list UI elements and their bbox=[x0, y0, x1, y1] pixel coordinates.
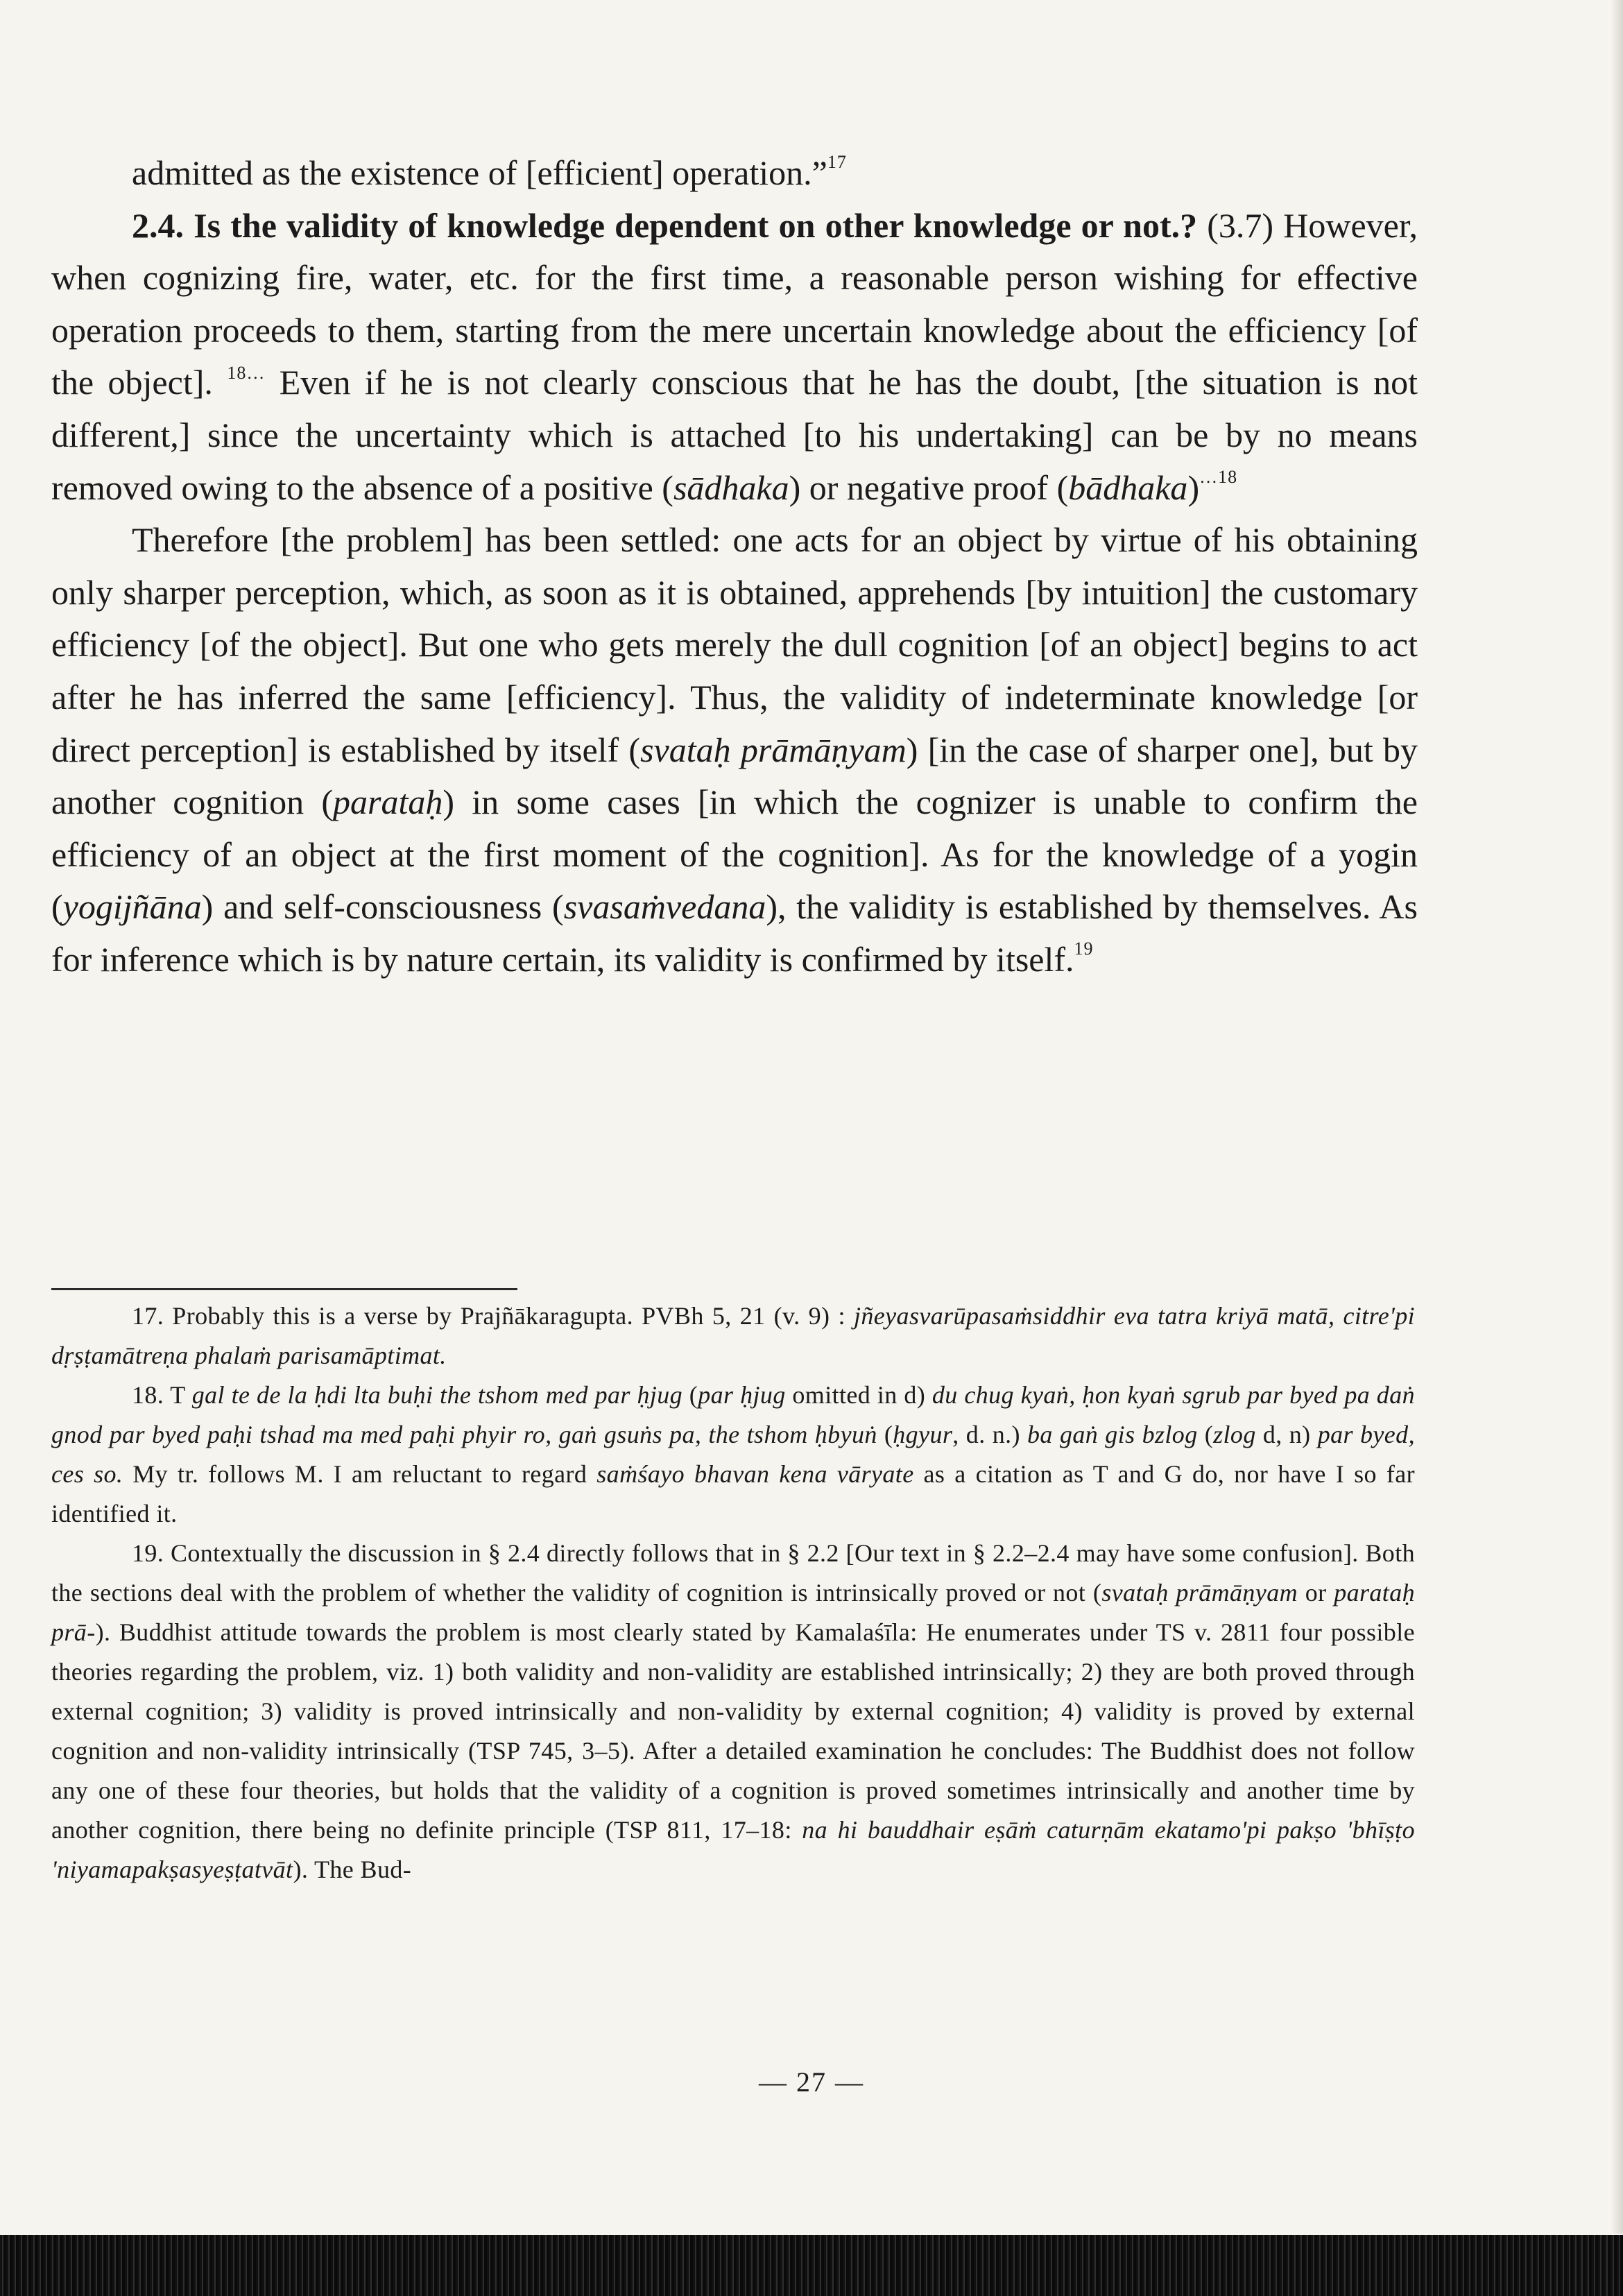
paragraph-section-2-4: 2.4. Is the validity of knowledge dependent on other knowledge or not.? (3.7) However, when cognizing fire, water, etc. for the first time, a reasonable person wishing for effective operation proceeds to them, starting from the mere uncertain knowledge about the efficiency [of the object]. $^{18\dots}$ Even if he is not clearly conscious that he has the doubt, [the situation is not different,] since the uncertainty which is attached [to his undertaking] can be by no means removed owing to the absence of a positive (sādhaka) or negative proof (bādhaka)$^{\dots 18}$ bbox=[51, 205, 1418, 507]
footnote-19: 19. Contextually the discussion in § 2.4 directly follows that in § 2.2 [Our text in § 2.2–2.4 may have some confusion]. Both the sections deal with the problem of whether the validity of cognition is intrinsically proved or not (svataḥ prāmāṇyam or parataḥ prā-). Buddhist attitude towards the problem is most clearly stated by Kamalaśīla: He enumerates under TS v. 2811 four possible theories regarding the problem, viz. 1) both validity and non-validity are established intrinsically; 2) they are both proved through external cognition; 3) validity is proved intrinsically and non-validity by external cognition; 4) validity is proved by external cognition and non-validity intrinsically (TSP 745, 3–5). After a detailed examination he concludes: The Buddhist does not follow any one of these four theories, but holds that the validity of a cognition is proved sometimes intrinsically and another time by another cognition, there being no definite principle (TSP 811, 17–18: na hi bauddhair eṣāṁ caturṇām ekatamo'pi pakṣo 'bhīṣṭo 'niyamapakṣasyeṣṭatvāt). The Bud- bbox=[51, 1539, 1415, 1883]
footnotes bbox=[51, 1296, 1415, 1890]
footnote-marker-19[interactable]: 19 bbox=[1074, 938, 1094, 959]
term-paratah: parataḥ bbox=[333, 782, 443, 822]
term-svasamvedana: svasaṁvedana bbox=[563, 887, 766, 927]
footnote-marker-18-open[interactable]: 18… bbox=[227, 363, 266, 384]
main-text bbox=[51, 147, 1418, 986]
paragraph-conclusion: Therefore [the problem] has been settled: one acts for an object by virtue of his obtaining only sharper perception, which, as soon as it is obtained, apprehends [by intuition] the customary efficiency [of the object]. But one who gets merely the dull cognition [of an object] begins to act after he has inferred the same [efficiency]. Thus, the validity of indeterminate knowledge [or direct perception] is established by itself (svataḥ prāmāṇyam) [in the case of sharper one], but by another cognition (parataḥ) in some cases [in which the cognizer is unable to confirm the efficiency of an object at the first moment of the cognition]. As for the knowledge of a yogin (yogijñāna) and self-consciousness (svasaṁvedana), the validity is established by themselves. As for inference which is by nature certain, its validity is confirmed by itself.$^{19}$ bbox=[51, 520, 1418, 979]
page-number: — 27 — bbox=[759, 2066, 864, 2098]
paragraph-continuation: admitted as the existence of [efficient] operation.”$^{17}$ bbox=[132, 152, 847, 192]
term-svatah-pramanyam: svataḥ prāmāṇyam bbox=[640, 730, 907, 769]
section-number: 2.4. bbox=[132, 205, 184, 245]
footnote-17: 17. Probably this is a verse by Prajñākaragupta. PVBh 5, 21 (v. 9) : jñeyasvarūpasaṁsiddhir eva tatra kriyā matā, citre'pi dṛṣṭamātreṇa phalaṁ parisamāptimat. bbox=[51, 1302, 1415, 1369]
footnote-18: 18. T gal te de la ḥdi lta buḥi the tshom med par ḥjug (par ḥjug omitted in d) du chug kyaṅ, ḥon kyaṅ sgrub par byed pa daṅ gnod par byed paḥi tshad ma med paḥi phyir ro, gaṅ gsuṅs pa, the tshom ḥbyuṅ (ḥgyur, d. n.) ba gaṅ gis bzlog (zlog d, n) par byed, ces so. My tr. follows M. I am reluctant to regard saṁśayo bhavan kena vāryate as a citation as T and G do, nor have I so far identified it. bbox=[51, 1381, 1416, 1527]
section-heading: Is the validity of knowledge dependent on other knowledge or not.? bbox=[194, 205, 1198, 245]
term-sadhaka: sādhaka bbox=[673, 468, 789, 507]
footnote-separator bbox=[51, 1288, 517, 1290]
term-yogijnana: yogijñāna bbox=[62, 887, 202, 927]
scan-border bbox=[0, 2235, 1623, 2296]
footnote-marker-18-close[interactable]: …18 bbox=[1199, 466, 1238, 487]
term-badhaka: bādhaka bbox=[1068, 468, 1188, 507]
scan-edge bbox=[1611, 0, 1623, 2234]
footnote-marker-17[interactable]: 17 bbox=[827, 152, 847, 172]
